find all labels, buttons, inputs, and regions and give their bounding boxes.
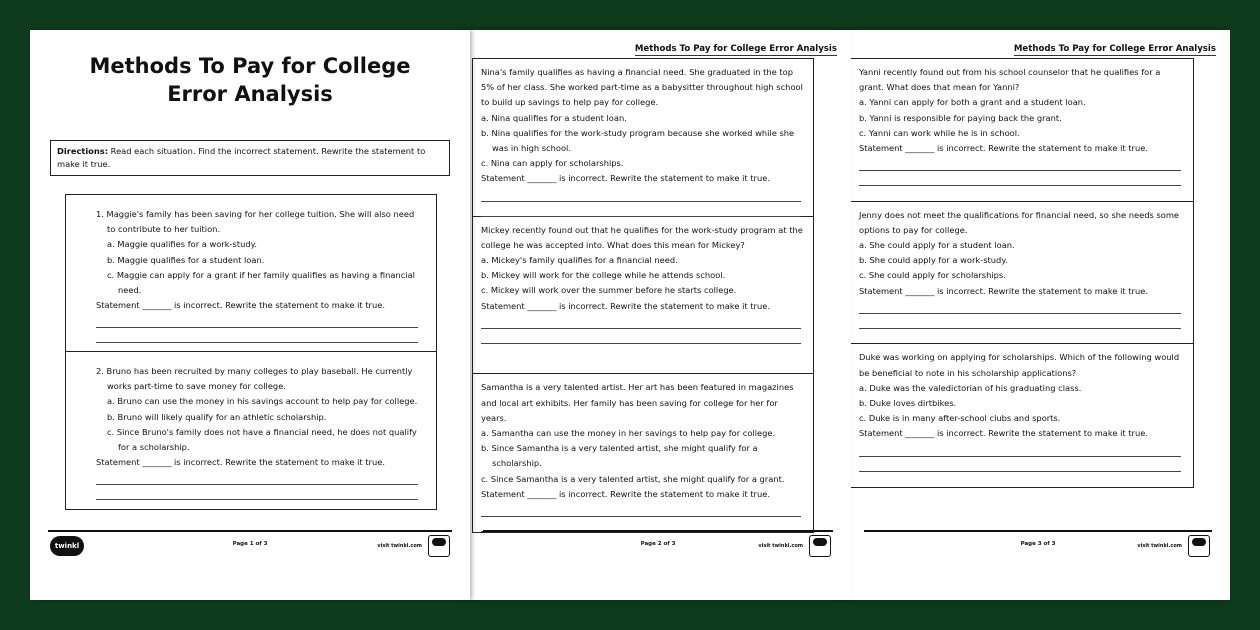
answer-line[interactable] (481, 502, 801, 517)
answer-option: a. Mickey's family qualifies for a financial need. (481, 255, 678, 266)
answer-option: c. She could apply for scholarships. (859, 270, 1006, 281)
question-box (472, 58, 814, 533)
answer-line[interactable] (481, 187, 801, 202)
question-item (851, 344, 1193, 487)
directions-text: Read each situation. Find the incorrect statement. Rewrite the statement to make it true. (57, 146, 426, 169)
page-number: Page 1 of 3 (232, 541, 268, 547)
answer-option: b. Yanni is responsible for paying back the grant. (859, 112, 1062, 123)
question-item (66, 195, 436, 352)
page-footer (48, 530, 452, 560)
visit-link[interactable]: visit twinkl.com (377, 543, 422, 549)
question-stem: Jenny does not meet the qualifications for financial need, so she needs some options to pay for college. (859, 209, 1180, 235)
answer-option: c. Since Samantha is a very talented artist, she might qualify for a grant. (481, 473, 785, 484)
question-stem: Samantha is a very talented artist. Her art has been featured in magazines and local art exhibits. Her family has been saving for college for her for years. (481, 382, 794, 423)
badge-icon (1188, 535, 1210, 557)
answer-line[interactable] (96, 328, 418, 343)
worksheet-page-3 (846, 30, 1230, 600)
answer-option: a. Yanni can apply for both a grant and a student loan. (859, 97, 1086, 108)
answer-line[interactable] (481, 329, 801, 344)
answer-line[interactable] (859, 171, 1181, 186)
running-header: Methods To Pay for College Error Analysis (1013, 44, 1216, 54)
page-number: Page 3 of 3 (1020, 541, 1056, 547)
statement-prompt: Statement _______ is incorrect. Rewrite the statement to make it true. (859, 428, 1148, 439)
statement-prompt: Statement _______ is incorrect. Rewrite the statement to make it true. (481, 173, 770, 184)
visit-link[interactable]: visit twinkl.com (1137, 543, 1182, 549)
answer-option: a. Samantha can use the money in her savings to help pay for college. (481, 427, 776, 438)
question-box (850, 58, 1194, 488)
answer-line[interactable] (481, 314, 801, 329)
answer-option: a. Bruno can use the money in his savings account to help pay for college. (107, 396, 418, 407)
question-stem: Nina's family qualifies as having a financial need. She graduated in the top 5% of her class. She worked part-time as a babysitter throughout high school to build up savings to help pay for college. (481, 67, 803, 108)
answer-option: a. Duke was the valedictorian of his graduating class. (859, 382, 1082, 393)
question-item (473, 217, 813, 375)
badge-icon (809, 535, 831, 557)
answer-option: c. Yanni can work while he is in school. (859, 127, 1020, 138)
question-item (473, 59, 813, 217)
worksheet-page-2 (465, 30, 851, 600)
page-number: Page 2 of 3 (640, 541, 676, 547)
answer-option: c. Since Bruno's family does not have a financial need, he does not qualify for a scholarship. (107, 426, 417, 453)
answer-line[interactable] (859, 156, 1181, 171)
answer-option: c. Mickey will work over the summer before he starts college. (481, 285, 737, 296)
visit-link[interactable]: visit twinkl.com (758, 543, 803, 549)
directions-label: Directions: (57, 146, 109, 156)
answer-option: b. Since Samantha is a very talented artist, she might qualify for a scholarship. (481, 443, 758, 469)
answer-option: a. Nina qualifies for a student loan. (481, 112, 627, 123)
answer-option: a. Maggie qualifies for a work-study. (107, 239, 257, 250)
answer-option: b. Bruno will likely qualify for an athletic scholarship. (107, 411, 327, 422)
answer-line[interactable] (96, 485, 418, 500)
page-footer (483, 530, 833, 560)
answer-option: c. Nina can apply for scholarships. (481, 158, 624, 169)
answer-option: b. She could apply for a work-study. (859, 255, 1008, 266)
answer-line[interactable] (859, 314, 1181, 329)
question-stem: Yanni recently found out from his school counselor that he qualifies for a grant. What does that mean for Yanni? (859, 67, 1161, 93)
title-line-1: Methods To Pay for College (89, 54, 411, 78)
twinkl-logo: twinkl (50, 536, 84, 556)
answer-option: c. Duke is in many after-school clubs and sports. (859, 413, 1061, 424)
answer-option: b. Maggie qualifies for a student loan. (107, 254, 265, 265)
question-stem: 1. Maggie's family has been saving for her college tuition. She will also need to contribute to her tuition. (96, 209, 415, 235)
question-box (65, 194, 437, 510)
question-stem: Duke was working on applying for scholarships. Which of the following would be beneficial to note in his scholarship applications? (859, 352, 1180, 378)
worksheet-title (30, 52, 470, 108)
answer-line[interactable] (481, 202, 801, 217)
answer-option: b. Nina qualifies for the work-study program because she worked while she was in high school. (481, 127, 795, 154)
answer-line[interactable] (96, 470, 418, 485)
running-header: Methods To Pay for College Error Analysis (634, 44, 837, 54)
answer-line[interactable] (96, 313, 418, 328)
badge-icon (428, 535, 450, 557)
worksheet-page-1 (30, 30, 470, 600)
question-item (851, 202, 1193, 345)
answer-option: b. Mickey will work for the college while he attends school. (481, 270, 726, 281)
answer-line[interactable] (859, 457, 1181, 472)
answer-option: c. Maggie can apply for a grant if her family qualifies as having a financial need. (107, 269, 415, 296)
statement-prompt: Statement _______ is incorrect. Rewrite the statement to make it true. (481, 300, 770, 311)
question-item (473, 374, 813, 532)
answer-line[interactable] (859, 442, 1181, 457)
question-stem: 2. Bruno has been recruited by many colleges to play baseball. He currently works part-time to save money for college. (96, 366, 413, 392)
statement-prompt: Statement _______ is incorrect. Rewrite the statement to make it true. (96, 457, 385, 468)
answer-option: a. She could apply for a student loan. (859, 240, 1015, 251)
title-line-2: Error Analysis (167, 82, 333, 106)
page-footer (864, 530, 1212, 560)
question-item (66, 352, 436, 509)
directions-box (50, 140, 450, 176)
answer-line[interactable] (859, 299, 1181, 314)
answer-option: b. Duke loves dirtbikes. (859, 397, 957, 408)
question-stem: Mickey recently found out that he qualifies for the work-study program at the college he was accepted into. What does this mean for Mickey? (481, 224, 803, 250)
statement-prompt: Statement _______ is incorrect. Rewrite the statement to make it true. (859, 285, 1148, 296)
statement-prompt: Statement _______ is incorrect. Rewrite the statement to make it true. (96, 300, 385, 311)
question-item (851, 59, 1193, 202)
statement-prompt: Statement _______ is incorrect. Rewrite the statement to make it true. (859, 143, 1148, 154)
statement-prompt: Statement _______ is incorrect. Rewrite the statement to make it true. (481, 488, 770, 499)
